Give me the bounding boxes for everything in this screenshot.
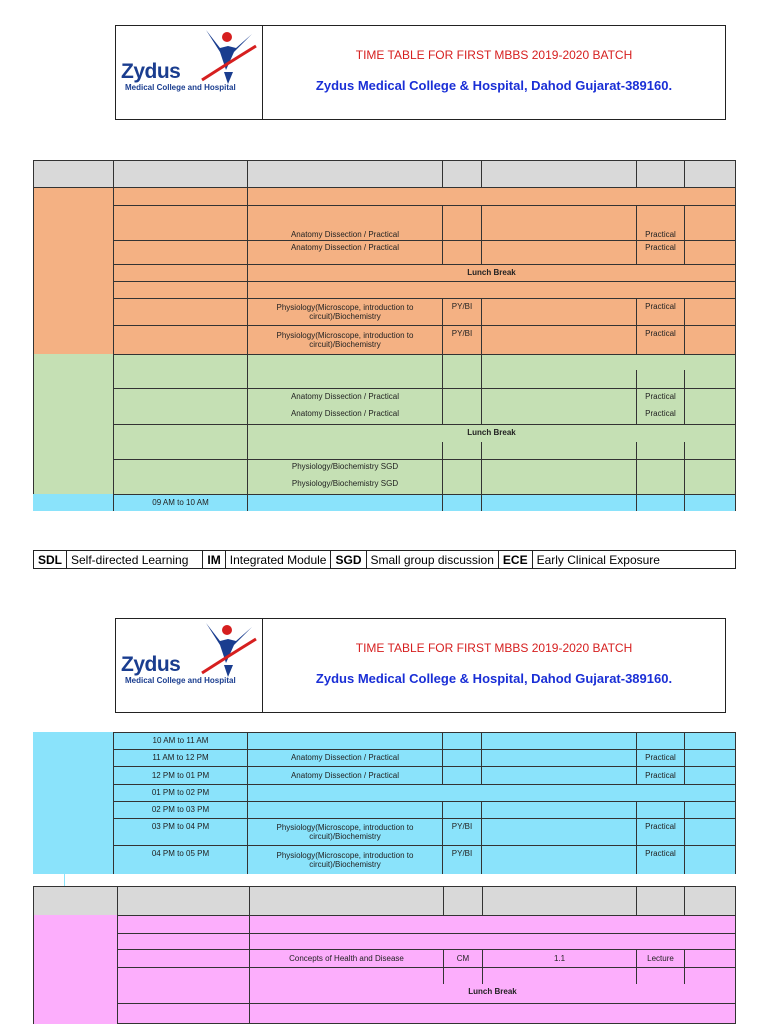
subject-cell: Physiology(Microscope, introduction to circuit)/Biochemistry bbox=[247, 845, 443, 874]
table-cell bbox=[481, 766, 637, 785]
table-cell bbox=[117, 915, 250, 934]
table-cell bbox=[481, 240, 637, 265]
timetable-title: TIME TABLE FOR FIRST MBBS 2019-2020 BATCH bbox=[355, 48, 633, 62]
time-cell: 12 PM to 01 PM bbox=[113, 766, 248, 785]
day-block-pink bbox=[117, 915, 736, 1024]
lunch-cell: Lunch Break bbox=[247, 264, 736, 282]
discipline-cell: PY/BI bbox=[442, 845, 482, 874]
table-cell bbox=[481, 749, 637, 767]
table-cell bbox=[684, 240, 736, 265]
type-cell: Practical bbox=[636, 845, 685, 874]
table-cell bbox=[636, 494, 685, 511]
table-cell bbox=[247, 187, 736, 206]
table-cell bbox=[113, 205, 248, 241]
table-cell bbox=[481, 801, 637, 819]
table-header-row bbox=[33, 160, 736, 188]
legend-meaning: Integrated Module bbox=[226, 551, 332, 568]
legend-abbr: SGD bbox=[331, 551, 366, 568]
day-cell bbox=[33, 354, 114, 495]
table-cell bbox=[113, 187, 248, 206]
subject-text: Physiology/Biochemistry SGD bbox=[291, 462, 399, 471]
subject-cell: Physiology(Microscope, introduction to circuit)/Biochemistry bbox=[247, 325, 443, 355]
table-cell bbox=[117, 949, 250, 968]
subject-text: Physiology/Biochemistry SGD bbox=[291, 479, 399, 488]
table-cell bbox=[481, 818, 637, 846]
header-cell bbox=[636, 886, 685, 916]
table-cell bbox=[113, 298, 248, 326]
table-cell bbox=[113, 388, 248, 425]
type-cell: Practical bbox=[636, 766, 685, 785]
type-cell: Practical bbox=[636, 240, 685, 265]
logo-wordmark: Zydus bbox=[121, 60, 181, 83]
subject-text: Anatomy Dissection / Practical bbox=[290, 392, 400, 401]
type-cell: Practical bbox=[636, 298, 685, 326]
logo-figure-icon bbox=[200, 28, 258, 86]
discipline-cell: CM bbox=[443, 949, 483, 968]
table-cell bbox=[442, 240, 482, 265]
header-cell bbox=[442, 160, 482, 188]
logo bbox=[116, 619, 263, 712]
table-cell bbox=[442, 388, 482, 425]
header-cell bbox=[684, 886, 736, 916]
table-cell bbox=[249, 1003, 736, 1024]
table-cell bbox=[249, 933, 736, 950]
timetable-title: TIME TABLE FOR FIRST MBBS 2019-2020 BATCH bbox=[355, 641, 633, 655]
table-cell bbox=[247, 494, 443, 511]
table-cell bbox=[636, 732, 685, 750]
lunch-cell: Lunch Break bbox=[249, 967, 736, 1004]
table-cell bbox=[113, 325, 248, 355]
logo bbox=[116, 26, 263, 119]
table-cell bbox=[481, 325, 637, 355]
table-cell bbox=[684, 749, 736, 767]
header-cell bbox=[482, 886, 637, 916]
table-cell bbox=[481, 205, 637, 241]
time-cell: 04 PM to 05 PM bbox=[113, 845, 248, 874]
subject-cell: Anatomy Dissection / Practical bbox=[247, 766, 443, 785]
table-cell bbox=[684, 388, 736, 425]
table-cell bbox=[481, 732, 637, 750]
abbreviation-legend bbox=[33, 550, 736, 569]
type-cell: Practical bbox=[636, 818, 685, 846]
legend-meaning: Small group discussion bbox=[367, 551, 499, 568]
table-cell bbox=[636, 801, 685, 819]
discipline-cell: PY/BI bbox=[442, 325, 482, 355]
table-header-row bbox=[33, 886, 736, 916]
type-text: Practical bbox=[645, 392, 676, 401]
table-cell bbox=[481, 494, 637, 511]
header-cell bbox=[443, 886, 483, 916]
college-title: Zydus Medical College & Hospital, Dahod Gujarat-389160. bbox=[315, 78, 673, 93]
table-cell bbox=[442, 801, 482, 819]
table-cell bbox=[247, 784, 736, 802]
table-cell bbox=[684, 801, 736, 819]
legend-abbr: SDL bbox=[34, 551, 67, 568]
logo-subtitle: Medical College and Hospital bbox=[125, 676, 236, 685]
subject-cell: Concepts of Health and Disease bbox=[249, 949, 444, 968]
discipline-cell: PY/BI bbox=[442, 298, 482, 326]
table-cell bbox=[113, 459, 248, 495]
table-cell bbox=[684, 949, 736, 968]
table-cell bbox=[113, 264, 248, 282]
table-cell bbox=[442, 766, 482, 785]
table-cell bbox=[117, 1003, 250, 1024]
logo-wordmark: Zydus bbox=[121, 653, 181, 676]
table-cell bbox=[113, 354, 248, 389]
day-cell bbox=[33, 915, 118, 1024]
header-cell bbox=[247, 160, 443, 188]
type-cell: Lecture bbox=[636, 949, 685, 968]
type-cell: Practical bbox=[636, 205, 685, 241]
day-cell bbox=[33, 494, 114, 511]
header-cell bbox=[684, 160, 736, 188]
table-cell bbox=[247, 281, 736, 299]
day-block-green bbox=[113, 354, 736, 495]
time-cell: 03 PM to 04 PM bbox=[113, 818, 248, 846]
table-cell bbox=[442, 732, 482, 750]
header-cell bbox=[481, 160, 637, 188]
table-cell bbox=[684, 205, 736, 241]
type-text: Practical bbox=[645, 409, 676, 418]
table-cell bbox=[249, 915, 736, 934]
header-cell bbox=[33, 160, 114, 188]
table-cell bbox=[481, 845, 637, 874]
day-cell bbox=[33, 732, 114, 874]
table-cell bbox=[684, 298, 736, 326]
table-cell bbox=[636, 459, 685, 495]
table-cell bbox=[247, 354, 736, 389]
table-cell bbox=[442, 749, 482, 767]
day-block-blue-cont bbox=[113, 732, 736, 874]
legend-abbr: ECE bbox=[499, 551, 533, 568]
time-cell: 09 AM to 10 AM bbox=[113, 494, 248, 511]
table-cell bbox=[247, 801, 443, 819]
lunch-cell: Lunch Break bbox=[247, 424, 736, 460]
table-cell bbox=[442, 459, 482, 495]
subject-cell: Anatomy Dissection / Practical bbox=[247, 749, 443, 767]
subject-cell: Physiology(Microscope, introduction to circuit)/Biochemistry bbox=[247, 818, 443, 846]
table-cell bbox=[684, 459, 736, 495]
table-cell bbox=[481, 388, 637, 425]
table-cell bbox=[117, 933, 250, 950]
header-cell bbox=[249, 886, 444, 916]
competency-cell: 1.1 bbox=[482, 949, 637, 968]
header-cell bbox=[636, 160, 685, 188]
page-header-2 bbox=[115, 618, 726, 713]
subject-cell: Physiology(Microscope, introduction to circuit)/Biochemistry bbox=[247, 298, 443, 326]
legend-meaning: Early Clinical Exposure bbox=[536, 552, 660, 567]
table-cell bbox=[442, 494, 482, 511]
time-cell: 01 PM to 02 PM bbox=[113, 784, 248, 802]
legend-abbr: IM bbox=[203, 551, 225, 568]
type-cell: Practical bbox=[636, 325, 685, 355]
header-cell bbox=[113, 160, 248, 188]
table-cell bbox=[684, 494, 736, 511]
table-cell bbox=[117, 967, 250, 1004]
legend-meaning: Self-directed Learning bbox=[67, 551, 203, 568]
table-cell bbox=[684, 818, 736, 846]
college-title: Zydus Medical College & Hospital, Dahod Gujarat-389160. bbox=[315, 671, 673, 686]
type-cell: Practical bbox=[636, 749, 685, 767]
table-cell bbox=[113, 281, 248, 299]
header-cell bbox=[117, 886, 250, 916]
table-cell bbox=[481, 298, 637, 326]
time-cell: 11 AM to 12 PM bbox=[113, 749, 248, 767]
day-block-blue bbox=[113, 494, 736, 511]
table-cell bbox=[442, 205, 482, 241]
logo-subtitle: Medical College and Hospital bbox=[125, 83, 236, 92]
table-cell bbox=[113, 240, 248, 265]
subject-text: Anatomy Dissection / Practical bbox=[290, 409, 400, 418]
table-cell bbox=[113, 424, 248, 460]
time-cell: 02 PM to 03 PM bbox=[113, 801, 248, 819]
table-cell bbox=[684, 325, 736, 355]
subject-cell: Anatomy Dissection / Practical bbox=[247, 240, 443, 265]
header-cell bbox=[33, 886, 118, 916]
table-cell bbox=[481, 459, 637, 495]
discipline-cell: PY/BI bbox=[442, 818, 482, 846]
table-cell bbox=[247, 732, 443, 750]
logo-figure-icon bbox=[200, 621, 258, 679]
table-cell bbox=[684, 732, 736, 750]
table-cell bbox=[684, 766, 736, 785]
page-header bbox=[115, 25, 726, 120]
time-cell: 10 AM to 11 AM bbox=[113, 732, 248, 750]
subject-cell: Anatomy Dissection / Practical bbox=[247, 205, 443, 241]
day-block-orange bbox=[113, 187, 736, 355]
table-cell bbox=[684, 845, 736, 874]
day-cell bbox=[33, 187, 114, 355]
